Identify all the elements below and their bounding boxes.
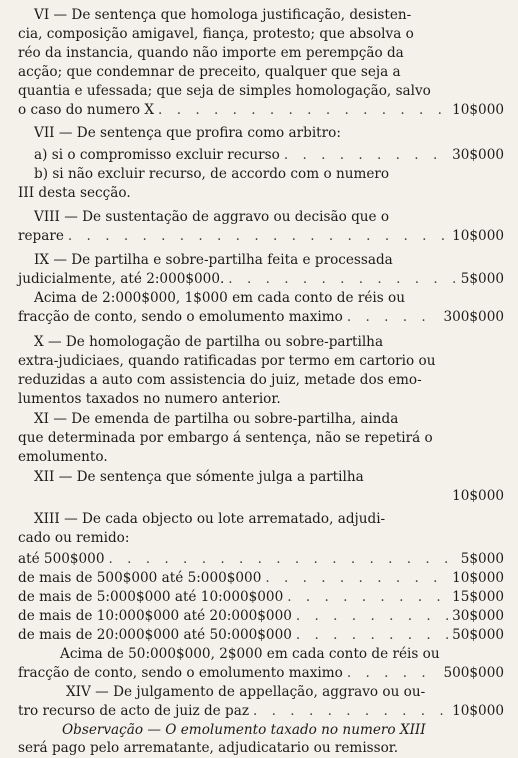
fee-line: judicialmente, até 2:000$000. . . . 5$000 [18, 270, 504, 289]
fee-line: a) si o compromisso excluir recurso . . . 30$000 [34, 146, 504, 165]
fee-line: de mais de 500$000 até 5:000$000 . . . 10$000 [18, 569, 504, 588]
text-line: XI — De emenda de partilha ou sobre-partilha, ainda [34, 411, 399, 427]
text-line: será pago pelo arrematante, adjudicatario ou remissor. [18, 740, 399, 756]
fee-value: 30$000 [452, 608, 504, 624]
fee-line: repare . . . 10$000 [18, 227, 504, 246]
text-line: X — De homologação de partilha ou sobre-partilha [34, 334, 384, 350]
text-line: Acima de 50:000$000, 2$000 em cada conto de réis ou [60, 646, 440, 662]
text-line: VI — De sentença que homologa justificação, desisten- [34, 7, 412, 23]
fee-line: fracção de conto, sendo o emolumento maximo . . . 500$000 [18, 664, 504, 683]
text-line: XII — De sentença que sómente julga a partilha [34, 469, 364, 485]
fee-line: tro recurso de acto de juiz de paz . . . 10$000 [18, 702, 504, 721]
text-line: XIII — De cada objecto ou lote arrematado, adjudi- [34, 511, 386, 527]
fee-value: 10$000 [452, 228, 504, 244]
fee-value: 50$000 [452, 627, 504, 643]
fee-value: 10$000 [452, 570, 504, 586]
fee-line: de mais de 20:000$000 até 50:000$000 . . . 50$000 [18, 626, 504, 645]
text-line: que determinada por embargo á sentença, não se repetirá o [18, 430, 433, 446]
text-line: b) si não excluir recurso, de accordo com o numero [34, 166, 390, 182]
text-line: reduzidas a auto com assistencia do juiz, metade dos emo- [18, 372, 422, 388]
fee-value: 5$000 [460, 271, 504, 287]
observation-line: Observação — O emolumento taxado no numero XIII [62, 722, 426, 738]
fee-line: até 500$000 . . . 5$000 [18, 550, 504, 569]
fee-line: de mais de 10:000$000 até 20:000$000 . . . 30$000 [18, 607, 504, 626]
text-line: cia, composição amigavel, fiança, protesto; que absolva o [18, 26, 414, 42]
text-line: cado ou remido: [18, 530, 130, 546]
text-line: quantia e ufessada; que seja de simples homologação, salvo [18, 83, 431, 99]
text-line: Acima de 2:000$000, 1$000 em cada conto de réis ou [34, 290, 405, 306]
text-line: VII — De sentença que profira como arbitro: [34, 125, 341, 141]
fee-value: 10$000 [452, 102, 504, 118]
text-line: extra-judiciaes, quando ratificadas por termo em cartorio ou [18, 353, 436, 369]
fee-line: o caso do numero X . . . 10$000 [18, 101, 504, 120]
text-line: emolumento. [18, 449, 108, 465]
text-line: VIII — De sustentação de aggravo ou decisão que o [34, 209, 390, 225]
fee-line [18, 487, 504, 506]
text-line: réo da instancia, quando não importe em perempção da [18, 45, 404, 61]
text-line: III desta secção. [18, 185, 131, 201]
text-line: lumentos taxados no numero anterior. [18, 391, 281, 407]
fee-value: 300$000 [443, 309, 504, 325]
fee-value: 30$000 [452, 147, 504, 163]
fee-value: 10$000 [452, 488, 504, 504]
fee-value: 15$000 [452, 589, 504, 605]
fee-value: 5$000 [460, 551, 504, 567]
fee-value: 10$000 [452, 703, 504, 719]
fee-value: 500$000 [443, 665, 504, 681]
fee-line: fracção de conto, sendo o emolumento maximo . . . 300$000 [18, 308, 504, 327]
text-line: acção; que condemnar de preceito, qualquer que seja a [18, 64, 401, 80]
text-line: XIV — De julgamento de appellação, aggravo ou ou- [66, 684, 426, 700]
fee-line: de mais de 5:000$000 até 10:000$000 . . . 15$000 [18, 588, 504, 607]
text-line: IX — De partilha e sobre-partilha feita e processada [34, 252, 393, 268]
